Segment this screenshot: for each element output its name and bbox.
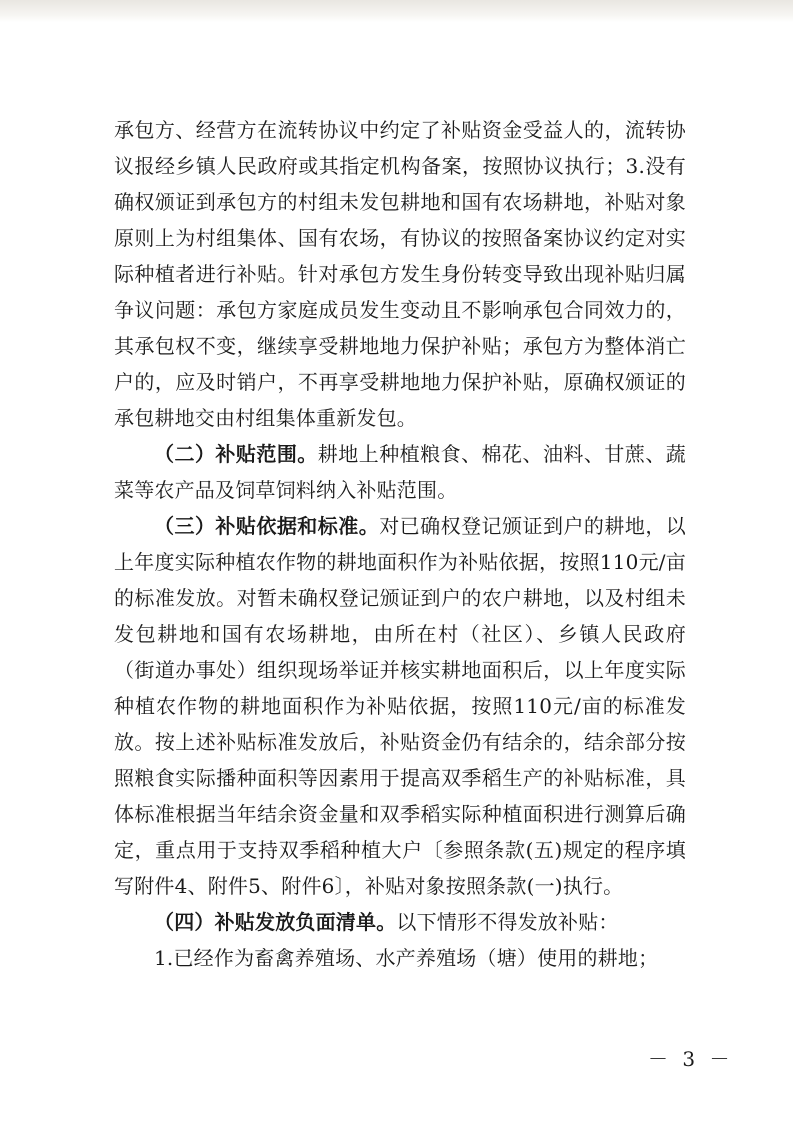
section-heading-standard: （三）补贴依据和标准。	[154, 514, 380, 538]
scan-top-edge	[0, 0, 793, 22]
document-body	[114, 112, 686, 976]
paragraph-text: 对已确权登记颁证到户的耕地，以上年度实际种植农作物的耕地面积作为补贴依据，按照110元/亩的标准发放。对暂未确权登记颁证到户的农户耕地，以及村组未发包耕地和国有农场耕地，由所在村（社区）、乡镇人民政府（街道办事处）组织现场举证并核实耕地面积后，以上年度实际种植农作物的耕地面积作为补贴依据，按照110元/亩的标准发放。按上述补贴标准发放后，补贴资金仍有结余的，结余部分按照粮食实际播种面积等因素用于提高双季稻生产的补贴标准，具体标准根据当年结余资金量和双季稻实际种植面积进行测算后确定，重点用于支持双季稻种植大户〔参照条款(五)规定的程序填写附件4、附件5、附件6〕，补贴对象按照条款(一)执行。	[114, 514, 687, 898]
paragraph-text: 以下情形不得发放补贴：	[396, 910, 619, 934]
section-heading-negative-list: （四）补贴发放负面清单。	[154, 910, 397, 934]
list-item-text: 1.已经作为畜禽养殖场、水产养殖场（塘）使用的耕地；	[154, 946, 659, 970]
paragraph-text: 耕地上种植粮食、棉花、油料、甘蔗、蔬菜等农产品及饲草饲料纳入补贴范围。	[114, 442, 686, 502]
paragraph-negative-list	[114, 904, 686, 940]
paragraph-subsidy-recipients	[114, 112, 686, 436]
list-item-1	[114, 940, 686, 976]
paragraph-subsidy-scope	[114, 436, 686, 508]
paragraph-subsidy-standard	[114, 508, 686, 904]
paragraph-text: 承包方、经营方在流转协议中约定了补贴资金受益人的，流转协议报经乡镇人民政府或其指定机构备案，按照协议执行；3.没有确权颁证到承包方的村组未发包耕地和国有农场耕地，补贴对象原则上为村组集体、国有农场，有协议的按照备案协议约定对实际种植者进行补贴。针对承包方发生身份转变导致出现补贴归属争议问题：承包方家庭成员发生变动且不影响承包合同效力的，其承包权不变，继续享受耕地地力保护补贴；承包方为整体消亡户的，应及时销户，不再享受耕地地力保护补贴，原确权颁证的承包耕地交由村组集体重新发包。	[114, 118, 686, 430]
page-number: － 3 －	[648, 1047, 734, 1071]
section-heading-scope: （二）补贴范围。	[154, 442, 318, 466]
